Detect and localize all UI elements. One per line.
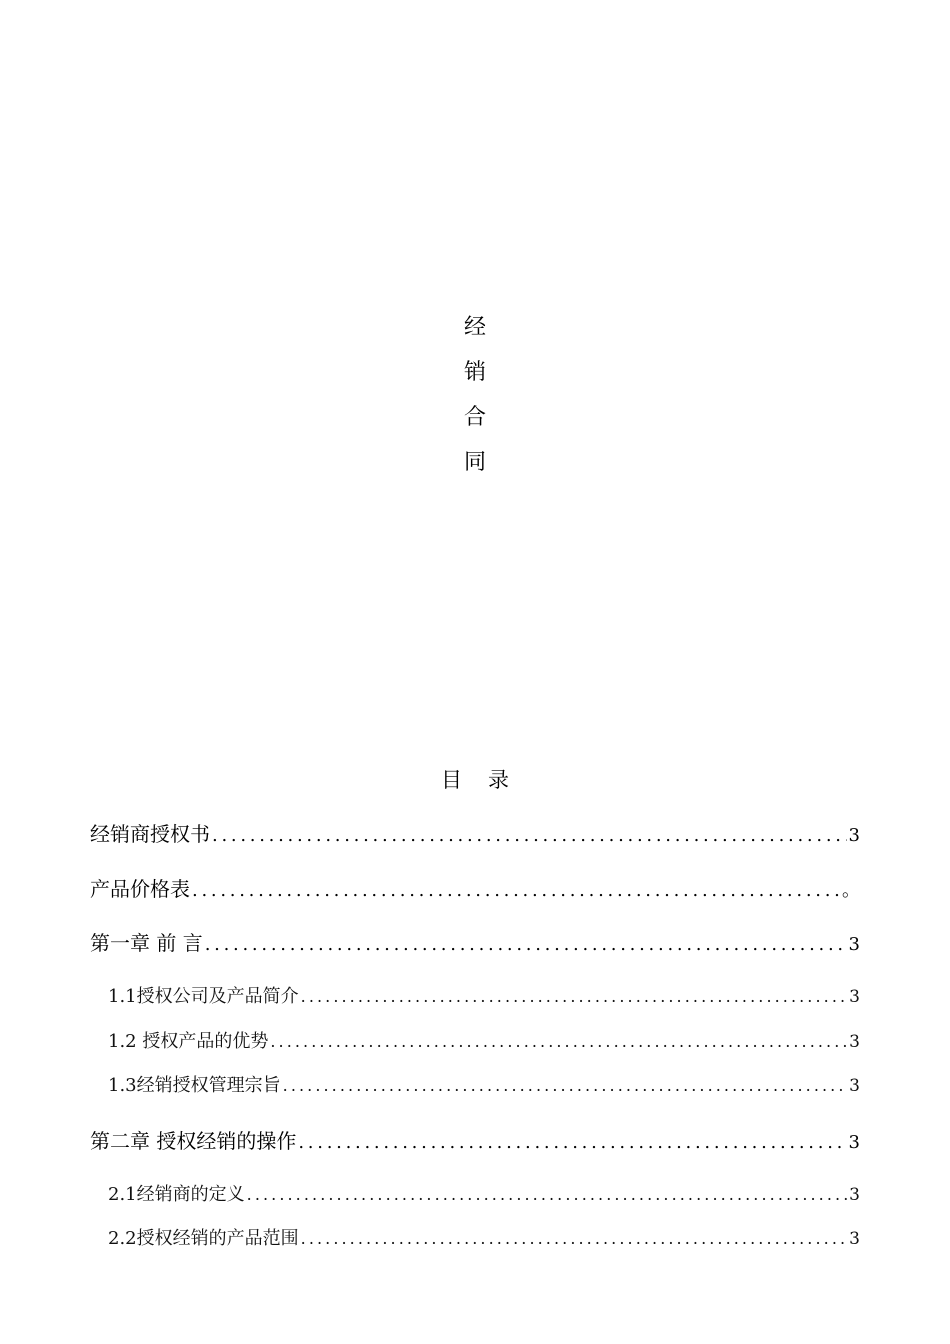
toc-entry-title: 第一章 前 言	[90, 931, 203, 955]
toc-entry-title: 2.1经销商的定义	[108, 1184, 245, 1205]
toc-subentry[interactable]	[108, 1071, 860, 1097]
toc-subentry[interactable]	[108, 1180, 860, 1206]
cover-title-char: 合	[463, 405, 486, 430]
toc-entry-title: 1.3经销授权管理宗旨	[108, 1075, 281, 1096]
toc-entry[interactable]	[90, 873, 860, 902]
toc-entry-title: 产品价格表	[90, 877, 190, 901]
toc-leader-dots	[301, 1229, 848, 1248]
toc-entry-title: 1.2 授权产品的优势	[108, 1031, 269, 1052]
toc-leader-dots	[247, 1185, 848, 1204]
toc-leader-dots	[192, 880, 840, 901]
toc-subentry[interactable]	[108, 1027, 860, 1053]
toc-entry-page: 3	[849, 1076, 860, 1096]
toc-entry-page: 。	[842, 880, 860, 901]
cover-title	[0, 305, 950, 485]
toc-subentry[interactable]	[108, 982, 860, 1008]
toc-entry-title: 第二章 授权经销的操作	[90, 1129, 297, 1153]
toc-entry-page: 3	[848, 934, 860, 955]
toc-entry-title: 2.2授权经销的产品范围	[108, 1228, 299, 1249]
cover-title-char: 销	[463, 360, 486, 385]
toc-leader-dots	[298, 1132, 846, 1153]
toc-entry[interactable]	[90, 818, 860, 847]
toc-leader-dots	[283, 1076, 848, 1095]
cover-title-char: 同	[463, 450, 486, 475]
toc-entry-page: 3	[849, 1229, 860, 1249]
cover-title-char: 经	[463, 315, 486, 340]
toc-entry-page: 3	[848, 1132, 860, 1153]
toc-entry[interactable]	[90, 1125, 860, 1154]
toc-entry[interactable]	[90, 927, 860, 956]
toc-entry-page: 3	[849, 987, 860, 1007]
toc-entry-page: 3	[849, 1185, 860, 1205]
toc-heading-left: 目	[441, 768, 462, 792]
toc-leader-dots	[270, 1032, 847, 1051]
toc-entry-page: 3	[848, 825, 860, 846]
toc-entry-page: 3	[849, 1032, 860, 1052]
toc-leader-dots	[301, 987, 848, 1006]
toc-entry-title: 经销商授权书	[90, 822, 210, 846]
toc-leader-dots	[212, 825, 847, 846]
toc-leader-dots	[205, 934, 847, 955]
toc-entry-title: 1.1授权公司及产品简介	[108, 986, 299, 1007]
toc-heading-right: 录	[488, 768, 509, 792]
toc-subentry[interactable]	[108, 1224, 860, 1250]
toc-heading	[0, 764, 950, 794]
